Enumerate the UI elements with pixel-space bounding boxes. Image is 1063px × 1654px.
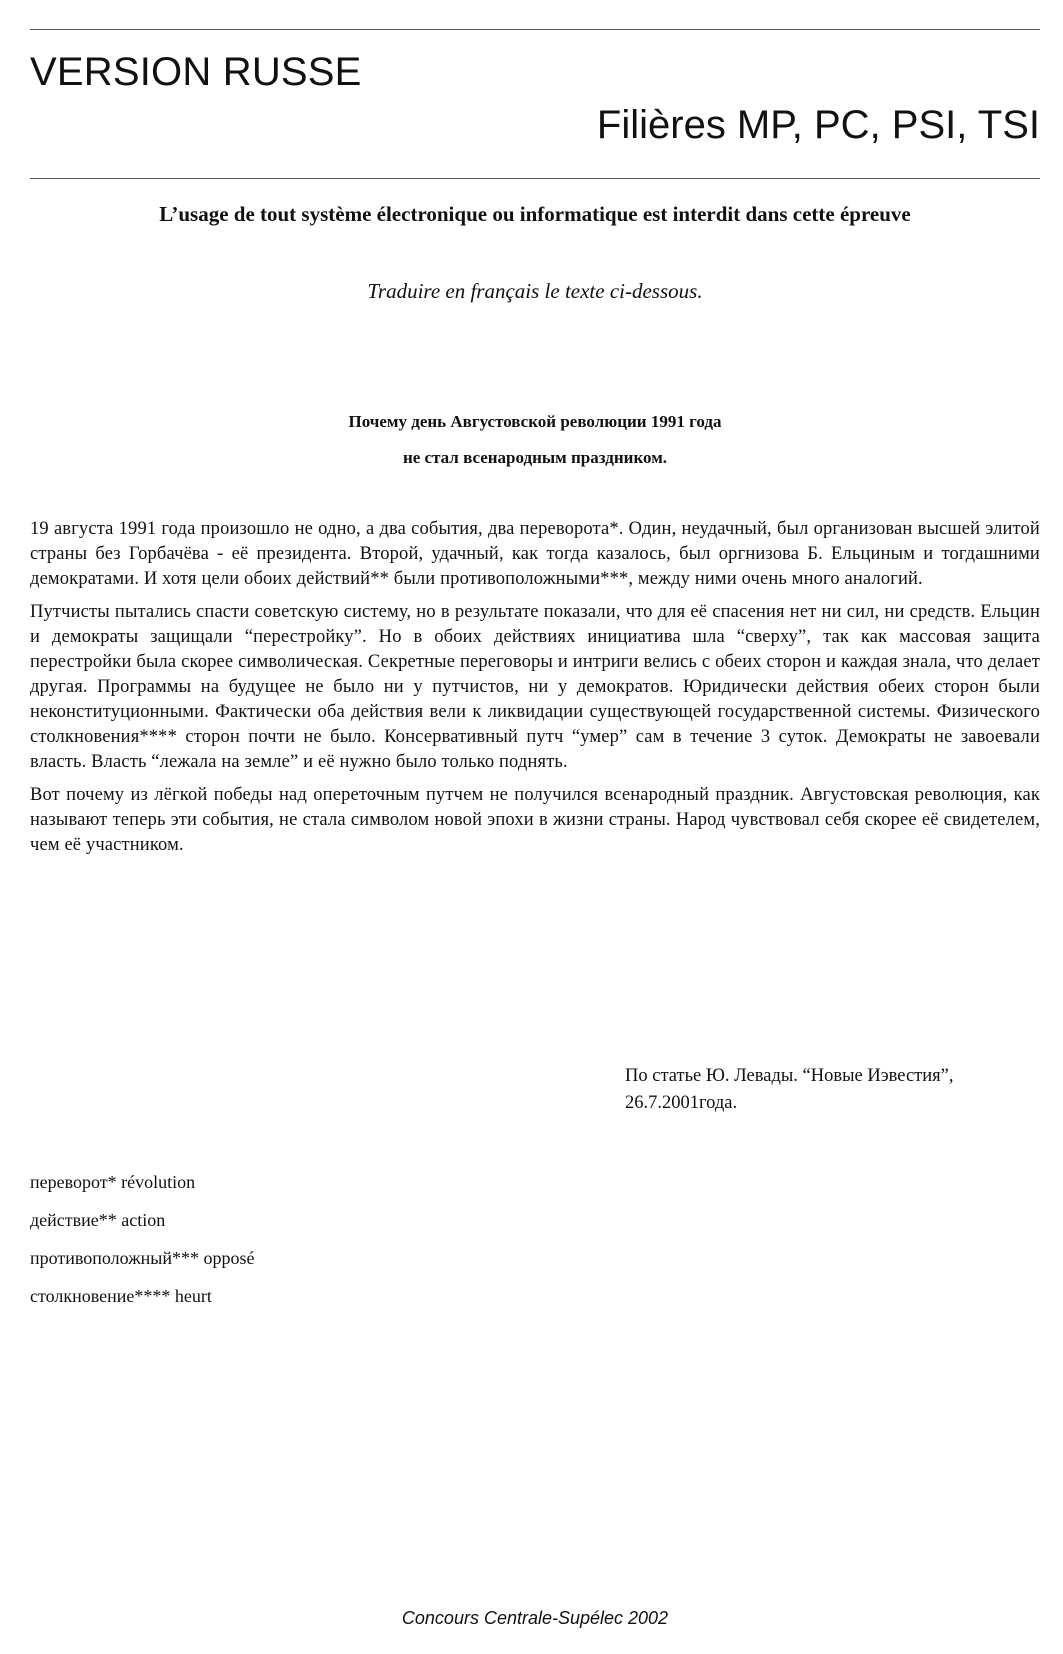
translation-instruction: Traduire en français le texte ci-dessous.	[367, 279, 703, 303]
article-body	[30, 517, 1040, 866]
glossary-term: переворот*	[30, 1172, 117, 1192]
exam-streams: Filières MP, PC, PSI, TSI	[596, 103, 1040, 147]
exam-notice: L’usage de tout système électronique ou informatique est interdit dans cette épreuve	[159, 202, 911, 226]
glossary-translation: révolution	[121, 1172, 196, 1192]
glossary-item	[30, 1163, 630, 1201]
glossary-term: столкновение****	[30, 1286, 171, 1306]
glossary-item	[30, 1277, 630, 1315]
glossary-item	[30, 1239, 630, 1277]
glossary-translation: opposé	[203, 1248, 255, 1268]
article-title-line-2: не стал всенародным праздником.	[402, 448, 668, 467]
article-paragraph: 19 августа 1991 года произошло не одно, а два события, два переворота*. Один, неудачный, был организован высшей элитой страны без Горбачёва - её президента. Второй, удачный, как тогда казалось, был оргнизова Б. Ельциным и тогдашними демократами. И хотя цели обоих действий** были противоположными***, между ними очень много аналогий.	[30, 519, 1040, 589]
source-line-2: 26.7.2001года.	[625, 1093, 738, 1113]
glossary-translation: heurt	[174, 1286, 212, 1306]
exam-subject-title: VERSION RUSSE	[30, 50, 362, 94]
glossary-term: противоположный***	[30, 1248, 199, 1268]
glossary-term: действие**	[30, 1210, 117, 1230]
page-footer: Concours Centrale-Supélec 2002	[401, 1608, 669, 1628]
source-line-1: По статье Ю. Левады. “Новые Иэвестия”,	[625, 1066, 954, 1086]
top-rule	[30, 29, 1040, 30]
article-source	[625, 1063, 1045, 1117]
glossary-translation: action	[121, 1210, 166, 1230]
article-title-line-1: Почему день Августовской революции 1991 года	[348, 412, 722, 431]
glossary	[30, 1163, 630, 1315]
article-title	[30, 404, 1040, 476]
article-paragraph: Путчисты пытались спасти советскую систему, но в результате показали, что для её спасения нет ни сил, ни средств. Ельцин и демократы защищали “перестройку”. Но в обоих действиях инициатива шла “сверху”, так как массовая защита перестройки была скорее символическая. Секретные переговоры и интриги велись с обеих сторон и каждая знала, что делает другая. Программы на будущее не было ни у путчистов, ни у демократов. Юридически действия обеих сторон были неконституционными. Фактически оба действия вели к ликвидации существующей государственной системы. Физического столкновения**** сторон почти не было. Консервативный путч “умер” сам в течение 3 суток. Демократы не завоевали власть. Власть “лежала на земле” и её нужно было только поднять.	[30, 602, 1040, 772]
glossary-item	[30, 1201, 630, 1239]
header-rule	[30, 178, 1040, 179]
article-paragraph: Вот почему из лёгкой победы над опереточным путчем не получился всенародный праздник. Августовская революция, как называют теперь эти события, не стала символом новой эпохи в жизни страны. Народ чувствовал себя скорее её свидетелем, чем её участником.	[30, 785, 1040, 855]
